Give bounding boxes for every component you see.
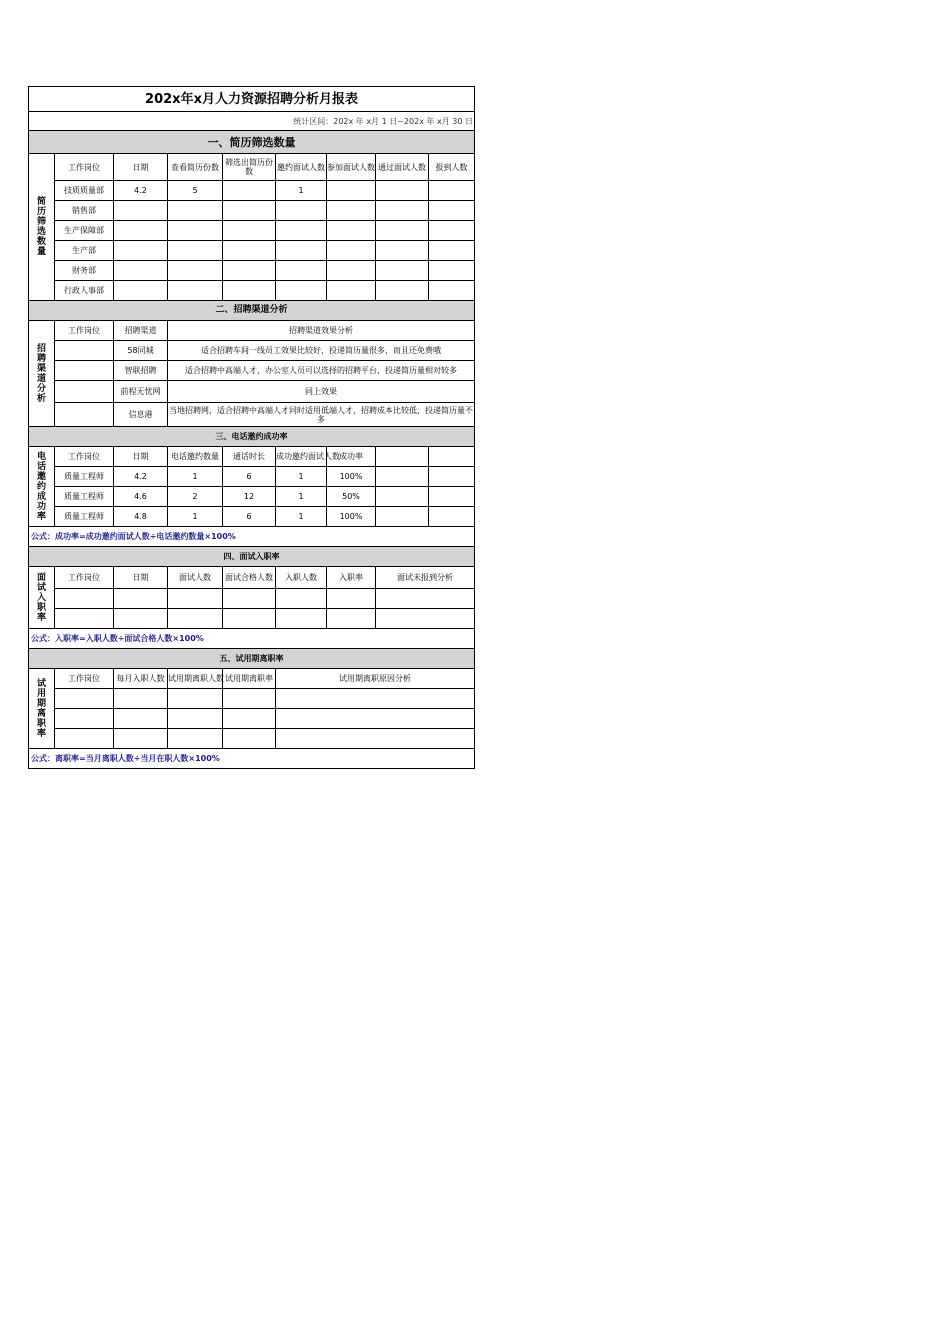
cell[interactable] (168, 609, 223, 629)
cell[interactable] (55, 729, 114, 749)
s5-header: 每月入职人数 (114, 669, 168, 689)
section-4-heading: 四、面试入职率 (29, 547, 475, 567)
s5-formula: 公式：离职率=当月离职人数÷当月在职人数×100% (29, 749, 475, 769)
cell[interactable]: 4.6 (114, 487, 168, 507)
cell[interactable] (327, 181, 376, 201)
cell[interactable] (429, 201, 475, 221)
table-row (29, 589, 475, 609)
date-range: 统计区间：202x 年 x月 1 日~202x 年 x月 30 日 (29, 112, 475, 131)
s3-formula: 公式：成功率=成功邀约面试人数÷电话邀约数量×100% (29, 527, 475, 547)
cell[interactable] (168, 261, 223, 281)
s4-formula: 公式：入职率=入职人数÷面试合格人数×100% (29, 629, 475, 649)
cell[interactable] (276, 589, 327, 609)
cell[interactable] (376, 181, 429, 201)
cell[interactable] (168, 589, 223, 609)
s1-header: 邀约面试人数 (276, 154, 327, 181)
cell[interactable] (55, 589, 114, 609)
section-5-heading: 五、试用期离职率 (29, 649, 475, 669)
table-row (29, 507, 475, 527)
cell[interactable] (376, 261, 429, 281)
cell[interactable] (114, 261, 168, 281)
cell[interactable] (276, 709, 475, 729)
cell[interactable] (55, 341, 114, 361)
cell[interactable] (114, 221, 168, 241)
cell[interactable]: 1 (168, 467, 223, 487)
cell[interactable]: 4.8 (114, 507, 168, 527)
s3-side-label: 电 话 邀 约 成 功 率 (29, 447, 55, 527)
cell[interactable] (114, 241, 168, 261)
cell[interactable] (114, 281, 168, 301)
cell[interactable] (429, 281, 475, 301)
report-title: 202x年x月人力资源招聘分析月报表 (29, 87, 475, 112)
table-row (29, 261, 475, 281)
table-row (29, 709, 475, 729)
cell[interactable]: 技质质量部 (55, 181, 114, 201)
s4-header: 日期 (114, 567, 168, 589)
s2-header: 招聘渠道效果分析 (168, 321, 475, 341)
cell[interactable] (327, 221, 376, 241)
cell[interactable] (223, 609, 276, 629)
cell[interactable] (376, 467, 429, 487)
cell[interactable] (429, 181, 475, 201)
table-row (29, 729, 475, 749)
cell[interactable] (168, 709, 223, 729)
cell[interactable] (429, 241, 475, 261)
s1-header: 日期 (114, 154, 168, 181)
s2-header: 工作岗位 (55, 321, 114, 341)
s3-header: 电话邀约数量 (168, 447, 223, 467)
cell[interactable] (376, 487, 429, 507)
s3-header: 成功邀约面试人数 (276, 447, 327, 467)
s5-header: 试用期离职原因分析 (276, 669, 475, 689)
cell[interactable] (276, 729, 475, 749)
cell[interactable] (114, 609, 168, 629)
cell[interactable] (327, 609, 376, 629)
section-3-heading: 三、电话邀约成功率 (29, 427, 475, 447)
table-row (29, 361, 475, 381)
report-table (28, 86, 475, 769)
s4-header: 工作岗位 (55, 567, 114, 589)
cell[interactable] (114, 589, 168, 609)
cell[interactable]: 1 (276, 507, 327, 527)
cell[interactable] (55, 689, 114, 709)
cell[interactable]: 销售部 (55, 201, 114, 221)
s5-side-label: 试 用 期 离 职 率 (29, 669, 55, 749)
cell[interactable] (376, 507, 429, 527)
s4-header: 入职人数 (276, 567, 327, 589)
cell[interactable]: 质量工程师 (55, 507, 114, 527)
cell[interactable] (55, 361, 114, 381)
cell[interactable] (327, 241, 376, 261)
cell[interactable] (376, 241, 429, 261)
section-2-heading: 二、招聘渠道分析 (29, 301, 475, 321)
s5-header: 试用期离职人数 (168, 669, 223, 689)
cell[interactable] (223, 201, 276, 221)
cell[interactable]: 当地招聘网，适合招聘中高端人才同时适用低端人才，招聘成本比较低，投递简历量不多 (168, 403, 475, 427)
cell[interactable] (276, 281, 327, 301)
s2-header: 招聘渠道 (114, 321, 168, 341)
cell[interactable] (276, 201, 327, 221)
cell[interactable]: 58同城 (114, 341, 168, 361)
cell[interactable] (376, 221, 429, 241)
section-1-heading: 一、简历筛选数量 (29, 131, 475, 154)
table-row (29, 403, 475, 427)
cell[interactable]: 生产部 (55, 241, 114, 261)
cell[interactable]: 智联招聘 (114, 361, 168, 381)
s4-header: 入职率 (327, 567, 376, 589)
s3-header: 工作岗位 (55, 447, 114, 467)
cell[interactable] (114, 689, 168, 709)
cell[interactable] (429, 221, 475, 241)
cell[interactable] (168, 689, 223, 709)
cell[interactable] (223, 709, 276, 729)
s4-side-label: 面 试 入 职 率 (29, 567, 55, 629)
cell[interactable]: 5 (168, 181, 223, 201)
s4-header: 面试合格人数 (223, 567, 276, 589)
cell[interactable]: 适合招聘车间一线员工效果比较好，投递简历量很多，而且还免费哦 (168, 341, 475, 361)
table-row (29, 241, 475, 261)
table-row (29, 181, 475, 201)
table-row (29, 341, 475, 361)
cell[interactable] (276, 221, 327, 241)
cell[interactable] (327, 589, 376, 609)
s1-header: 通过面试人数 (376, 154, 429, 181)
cell[interactable] (55, 709, 114, 729)
cell[interactable]: 行政人事部 (55, 281, 114, 301)
s3-header (376, 447, 429, 467)
s3-header: 成功率 (327, 447, 376, 467)
cell[interactable] (114, 709, 168, 729)
s3-header: 日期 (114, 447, 168, 467)
s1-header: 报到人数 (429, 154, 475, 181)
cell[interactable] (55, 381, 114, 403)
cell[interactable] (223, 181, 276, 201)
cell[interactable]: 适合招聘中高端人才，办公室人员可以选择的招聘平台，投递简历量相对较多 (168, 361, 475, 381)
cell[interactable]: 质量工程师 (55, 467, 114, 487)
cell[interactable] (376, 201, 429, 221)
cell[interactable] (168, 201, 223, 221)
cell[interactable]: 同上效果 (168, 381, 475, 403)
s4-header: 面试未报到分析 (376, 567, 475, 589)
cell[interactable]: 财务部 (55, 261, 114, 281)
cell[interactable] (168, 729, 223, 749)
table-row (29, 609, 475, 629)
s1-header: 查看简历份数 (168, 154, 223, 181)
s3-header (429, 447, 475, 467)
table-row (29, 201, 475, 221)
s1-side-label: 简 历 筛 选 数 量 (29, 154, 55, 301)
cell[interactable] (223, 241, 276, 261)
table-row (29, 487, 475, 507)
cell[interactable] (327, 281, 376, 301)
table-row (29, 281, 475, 301)
cell[interactable] (276, 241, 327, 261)
cell[interactable] (276, 609, 327, 629)
cell[interactable] (55, 609, 114, 629)
cell[interactable] (276, 261, 327, 281)
cell[interactable]: 1 (276, 467, 327, 487)
table-row (29, 221, 475, 241)
cell[interactable]: 质量工程师 (55, 487, 114, 507)
cell[interactable] (168, 281, 223, 301)
cell[interactable]: 6 (223, 507, 276, 527)
cell[interactable] (223, 281, 276, 301)
cell[interactable] (223, 221, 276, 241)
s4-header: 面试人数 (168, 567, 223, 589)
cell[interactable]: 1 (168, 507, 223, 527)
cell[interactable]: 12 (223, 487, 276, 507)
cell[interactable] (376, 609, 475, 629)
cell[interactable] (429, 467, 475, 487)
s3-header: 通话时长 (223, 447, 276, 467)
table-row (29, 467, 475, 487)
cell[interactable] (223, 589, 276, 609)
cell[interactable] (168, 221, 223, 241)
cell[interactable] (114, 201, 168, 221)
table-row (29, 381, 475, 403)
cell[interactable] (429, 487, 475, 507)
cell[interactable] (223, 729, 276, 749)
s5-header: 试用期离职率 (223, 669, 276, 689)
s5-header: 工作岗位 (55, 669, 114, 689)
cell[interactable] (55, 403, 114, 427)
cell[interactable] (376, 281, 429, 301)
cell[interactable]: 4.2 (114, 467, 168, 487)
report-sheet (28, 86, 474, 769)
cell[interactable] (223, 689, 276, 709)
cell[interactable] (429, 507, 475, 527)
s1-header: 参加面试人数 (327, 154, 376, 181)
cell[interactable]: 生产保障部 (55, 221, 114, 241)
cell[interactable] (223, 261, 276, 281)
s1-header: 筛选出简历份数 (223, 154, 276, 181)
cell[interactable] (327, 261, 376, 281)
table-row (29, 689, 475, 709)
cell[interactable]: 100% (327, 467, 376, 487)
cell[interactable]: 2 (168, 487, 223, 507)
cell[interactable]: 1 (276, 181, 327, 201)
cell[interactable]: 1 (276, 487, 327, 507)
cell[interactable]: 信息港 (114, 403, 168, 427)
cell[interactable]: 前程无忧网 (114, 381, 168, 403)
cell[interactable] (114, 729, 168, 749)
cell[interactable] (376, 589, 475, 609)
cell[interactable] (276, 689, 475, 709)
s2-side-label: 招 聘 渠 道 分 析 (29, 321, 55, 427)
cell[interactable]: 100% (327, 507, 376, 527)
s1-header: 工作岗位 (55, 154, 114, 181)
cell[interactable] (429, 261, 475, 281)
cell[interactable]: 4.2 (114, 181, 168, 201)
cell[interactable] (327, 201, 376, 221)
cell[interactable] (168, 241, 223, 261)
cell[interactable]: 50% (327, 487, 376, 507)
cell[interactable]: 6 (223, 467, 276, 487)
